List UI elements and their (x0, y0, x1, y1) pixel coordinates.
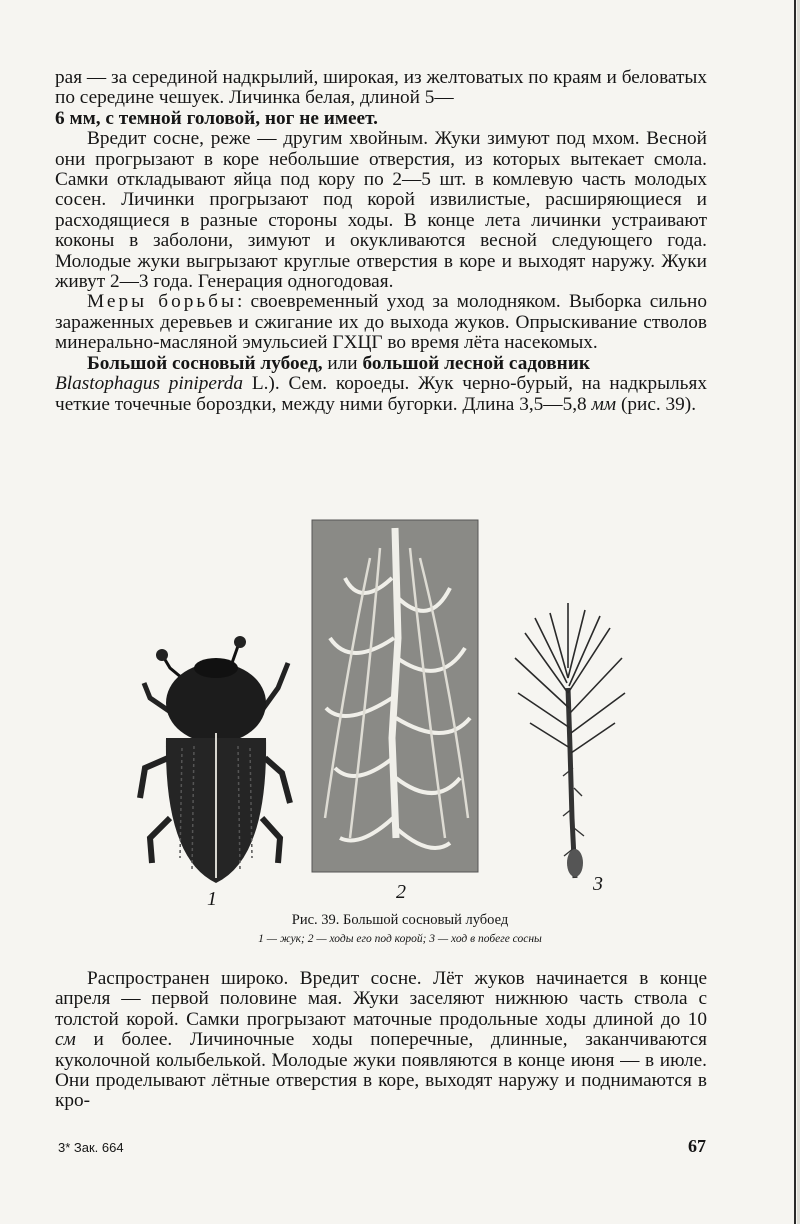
paragraph-1: рая — за серединой надкрылий, широкая, из желтоватых по краям и беловатых по середине чешуек. Личинка белая, длиной 5— 6 мм, с темной головой, ног не имеет. (55, 67, 707, 129)
paragraph-3: Меры борьбы: своевременный уход за молодняком. Выборка сильно зараженных деревьев и сжигание их до выхода жуков. Опрыскивание стволов минерально-масляной эмульсией ГХЦГ во время лёта насекомых. (55, 291, 707, 354)
figure-label-2: 2 (396, 881, 406, 903)
latin-name: Blastophagus piniperda (55, 373, 244, 395)
printing-signature: 3* Зак. 664 (58, 1140, 124, 1155)
pine-shoot-illustration (515, 603, 625, 878)
paragraph-2: Вредит сосне, реже — другим хвойным. Жуки зимуют под мхом. Весной они прогрызают в коре небольшие отверстия, из которых вытекает смола. Самки откладывают яйца под кору по 2—5 шт. в комлевую часть молодых сосен. Личинки прогрызают под корой извилистые, расширяющиеся и расходящиеся в разные стороны ходы. В конце лета личинки устраивают коконы в заболони, зимуют и окукливаются весной следующего года. Молодые жуки выгрызают круглые отверстия в коре и выходят наружу. Жуки живут 2—3 года. Генерация одногодовая. (55, 128, 707, 293)
paragraph-5: Распространен широко. Вредит сосне. Лёт жуков начинается в конце апреля — первой половине мая. Жуки заселяют нижнюю часть ствола с толстой корой. Самки прогрызают маточные продольные ходы длиной до 10 см и более. Личиночные ходы поперечные, длинные, заканчиваются куколочной колыбелькой. Молодые жуки появляются в конце июня — в июле. Они проделывают лётные отверстия в коре, выходят наружу и поднимаются в кро- (55, 968, 707, 1112)
figure-label-3: 3 (593, 873, 603, 895)
text-block-bottom (55, 969, 707, 1112)
larva-size-line: 6 мм, с темной головой, ног не имеет. (55, 107, 378, 129)
figure-illustration (130, 518, 650, 918)
page-number: 67 (688, 1136, 706, 1156)
paragraph-4: Большой сосновый лубоед, или большой лесной садовник Blastophagus piniperda L.). Сем. короеды. Жук черно-бурый, на надкрыльях четкие точечные бороздки, между ними бугорки. Длина 3,5—5,8 мм (рис. 39). (55, 352, 707, 415)
bark-galleries-illustration (312, 520, 478, 872)
page-edge-line (794, 0, 796, 1224)
figure-subcaption: 1 — жук; 2 — ходы его под корой; 3 — ход в побеге сосны (258, 933, 542, 945)
species-name-2: большой лесной садовник (362, 352, 591, 374)
text-block-top (55, 68, 707, 415)
figure-caption: Рис. 39. Большой сосновый лубоед (291, 912, 509, 928)
beetle-illustration (140, 636, 290, 883)
figure-label-1: 1 (207, 888, 217, 910)
species-name-1: Большой сосновый лубоед, (87, 352, 323, 374)
figure-39 (130, 518, 650, 918)
control-measures-heading: Меры борьбы (87, 291, 237, 313)
